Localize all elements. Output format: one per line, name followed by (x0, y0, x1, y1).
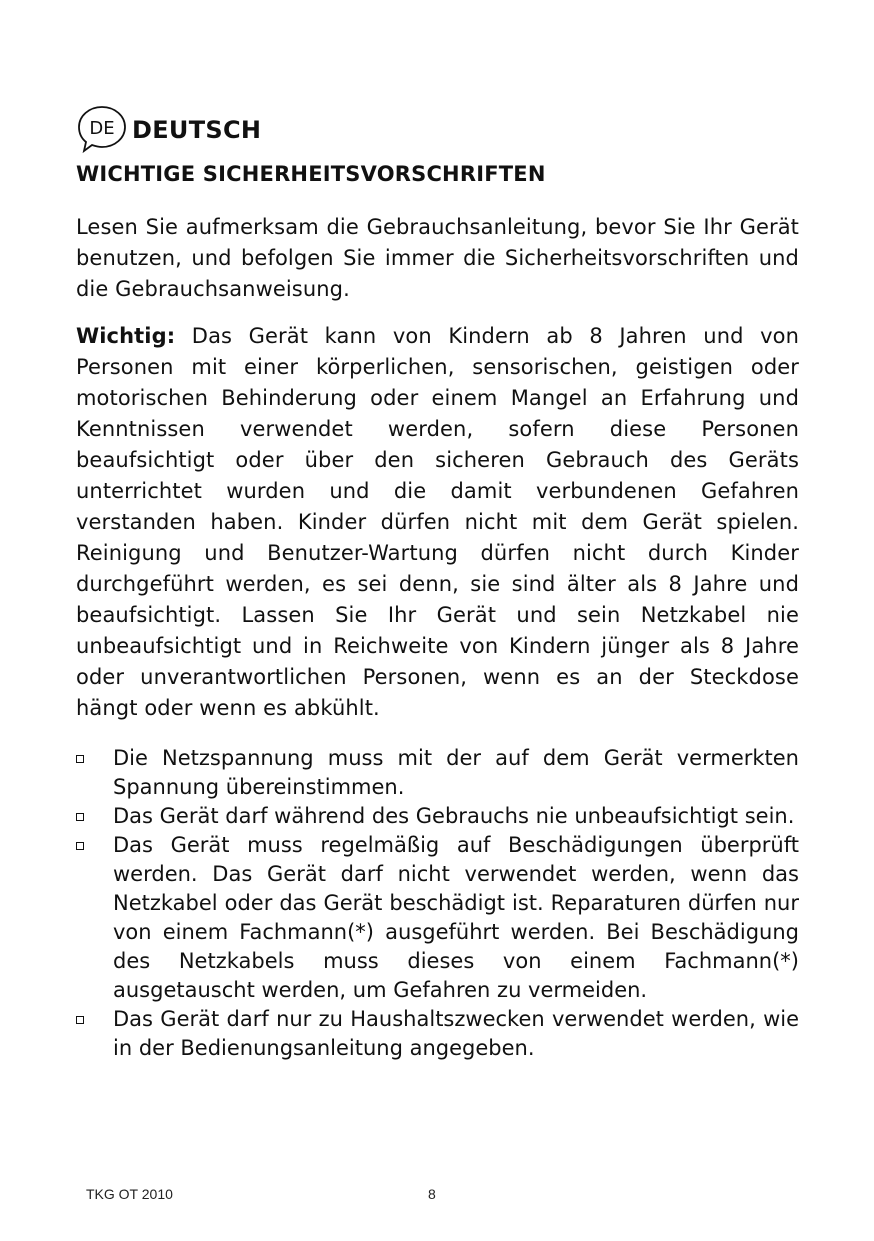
square-bullet-icon (76, 1016, 84, 1024)
list-item-text: Das Gerät muss regelmäßig auf Beschädigungen überprüft werden. Das Gerät darf nicht verwendet werden, wenn das Netzkabel oder das Gerät beschädigt ist. Reparaturen dürfen nur von einem Fachmann(*) ausgeführt werden. Bei Beschädigung des Netzkabels muss dieses von einem Fachmann(*) ausgetauscht werden, um Gefahren zu vermeiden. (113, 833, 799, 1002)
footer-page-number: 8 (428, 1186, 436, 1202)
list-item (76, 1005, 799, 1063)
safety-bullet-list (76, 744, 799, 1063)
language-code: DE (89, 118, 115, 139)
footer-model: TKG OT 2010 (86, 1186, 173, 1202)
list-item (76, 744, 799, 802)
list-item-text: Die Netzspannung muss mit der auf dem Gerät vermerkten Spannung übereinstimmen. (113, 746, 799, 799)
language-name: DEUTSCH (132, 116, 262, 144)
square-bullet-icon (76, 755, 84, 763)
warning-paragraph (76, 321, 799, 724)
language-header (76, 103, 799, 155)
square-bullet-icon (76, 842, 84, 850)
square-bullet-icon (76, 813, 84, 821)
warning-text: Das Gerät kann von Kindern ab 8 Jahren und von Personen mit einer körperlichen, sensorischen, geistigen oder motorischen Behinderung oder einem Mangel an Erfahrung und Kenntnissen verwendet werden, sofern diese Personen beaufsichtigt oder über den sicheren Gebrauch des Geräts unterrichtet wurden und die damit verbundenen Gefahren verstanden haben. Kinder dürfen nicht mit dem Gerät spielen. Reinigung und Benutzer-Wartung dürfen nicht durch Kinder durchgeführt werden, es sei denn, sie sind älter als 8 Jahre und beaufsichtigt. Lassen Sie Ihr Gerät und sein Netzkabel nie unbeaufsichtigt und in Reichweite von Kindern jünger als 8 Jahre oder unverantwortlichen Personen, wenn es an der Steckdose hängt oder wenn es abkühlt. (76, 324, 799, 720)
speech-bubble-icon (76, 103, 128, 155)
list-item (76, 831, 799, 1005)
warning-label: Wichtig: (76, 324, 176, 348)
intro-paragraph: Lesen Sie aufmerksam die Gebrauchsanleitung, bevor Sie Ihr Gerät benutzen, und befolgen Sie immer die Sicherheitsvorschriften und die Gebrauchsanweisung. (76, 215, 799, 301)
section-title: WICHTIGE SICHERHEITSVORSCHRIFTEN (76, 162, 546, 186)
page-content (76, 103, 799, 1063)
list-item-text: Das Gerät darf während des Gebrauchs nie unbeaufsichtigt sein. (113, 804, 795, 828)
list-item-text: Das Gerät darf nur zu Haushaltszwecken verwendet werden, wie in der Bedienungsanleitung angegeben. (113, 1007, 799, 1060)
list-item (76, 802, 799, 831)
